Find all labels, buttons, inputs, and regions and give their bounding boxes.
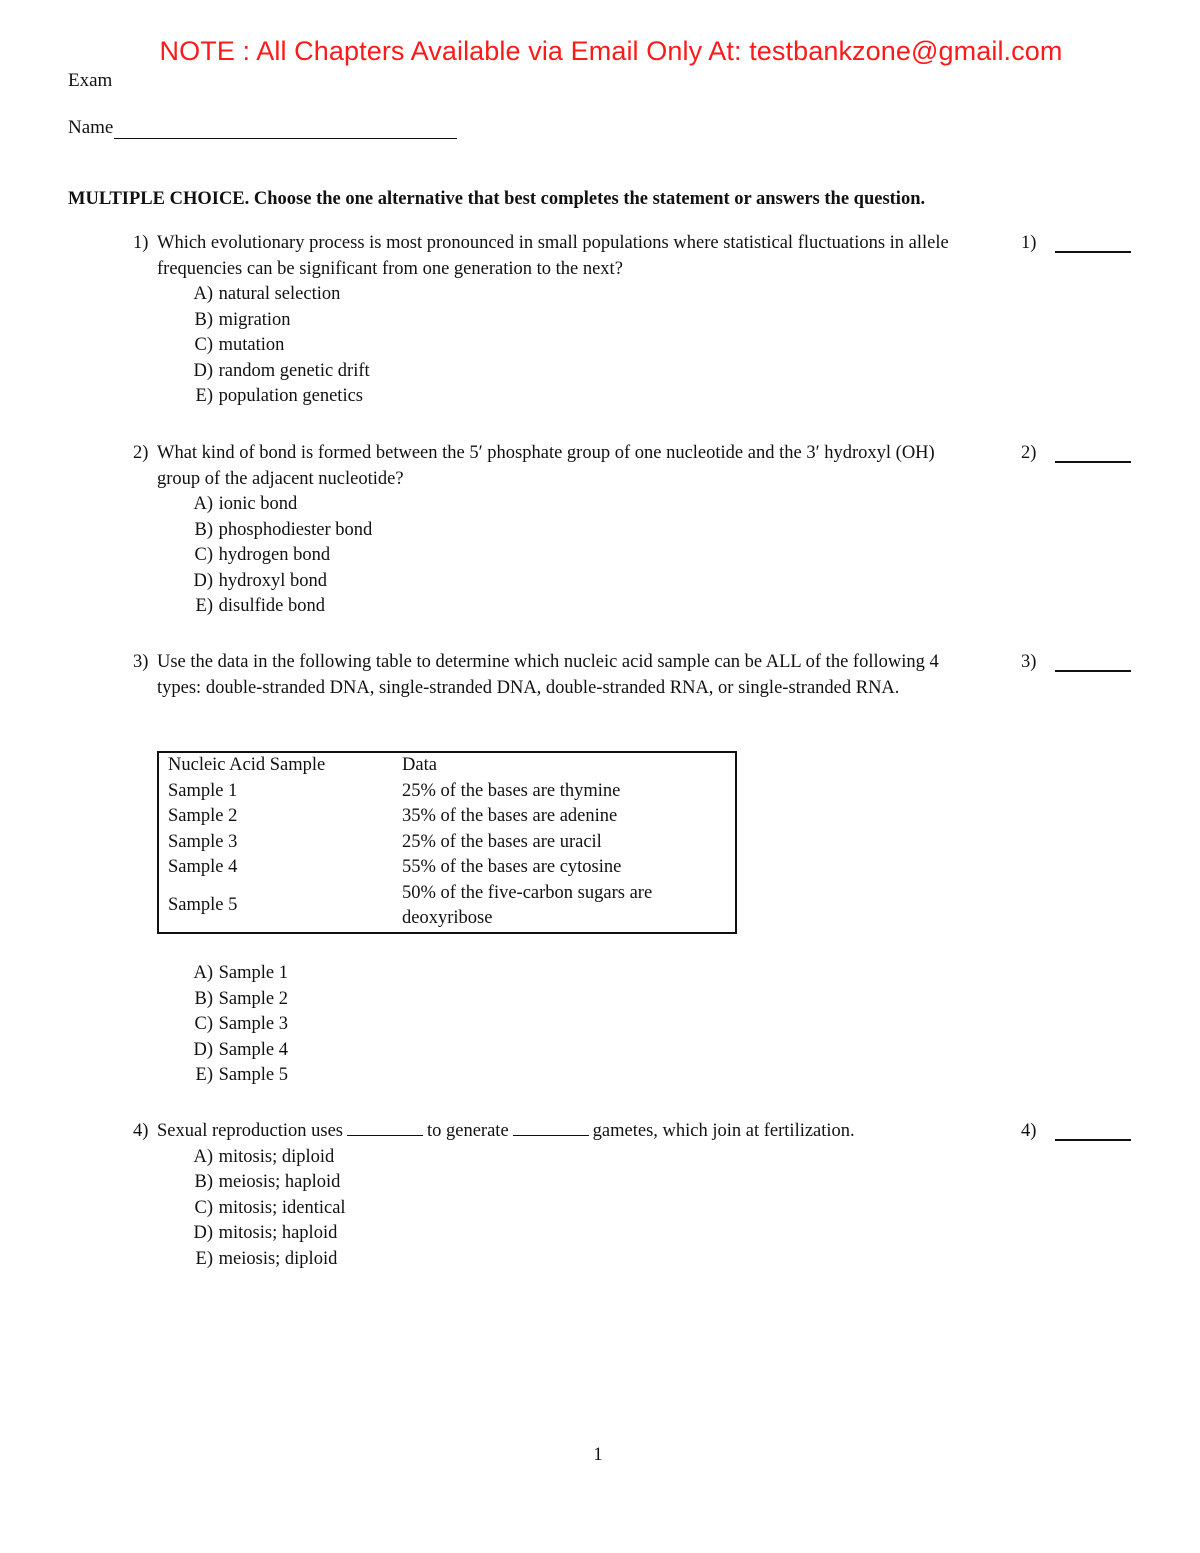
section-instructions: MULTIPLE CHOICE. Choose the one alternative that best completes the statement or answers the question. (68, 189, 926, 209)
question-text: What kind of bond is formed between the 5′ phosphate group of one nucleotide and the 3′ hydroxyl (OH) group of the adjacent nucleotide? (157, 443, 935, 489)
exam-label: Exam (68, 70, 113, 91)
table-cell: Sample 4 (168, 857, 238, 877)
option-d[interactable]: D) random genetic drift (193, 360, 370, 381)
table-cell: Sample 5 (168, 895, 238, 916)
fill-blank (347, 1119, 423, 1136)
table-cell: Sample 3 (168, 831, 238, 852)
options-list (183, 1145, 1133, 1273)
table-cell: 25% of the bases are uracil (402, 831, 602, 852)
question-number: 4) (133, 1121, 149, 1141)
table-row (158, 779, 736, 805)
answer-blank[interactable] (1055, 231, 1131, 253)
option-a[interactable]: A) ionic bond (193, 494, 298, 514)
table-row (158, 804, 736, 830)
option-a[interactable]: A) mitosis; diploid (193, 1146, 335, 1167)
answer-blank[interactable] (1055, 650, 1131, 672)
option-c[interactable]: C) Sample 3 (194, 1014, 288, 1034)
options-list (183, 492, 1133, 620)
table-header: Data (402, 755, 437, 775)
table-cell: 25% of the bases are thymine (402, 780, 621, 801)
table-row (158, 830, 736, 856)
table-cell: Sample 2 (168, 806, 238, 826)
name-label: Name (68, 117, 114, 138)
option-b[interactable]: B) meiosis; haploid (194, 1172, 341, 1192)
option-c[interactable]: C) hydrogen bond (194, 545, 331, 565)
answer-slot (1021, 231, 1131, 257)
table-cell: Sample 1 (168, 780, 238, 801)
question-text: Which evolutionary process is most pronounced in small populations where statistical fluctuations in allele frequencies can be significant from one generation to the next? (157, 233, 949, 279)
question-4 (133, 1119, 1133, 1272)
answer-slot-number: 2) (1021, 443, 1037, 463)
option-d[interactable]: D) mitosis; haploid (193, 1223, 338, 1243)
page-number: 1 (593, 1445, 603, 1465)
option-a[interactable]: A) natural selection (193, 284, 341, 304)
option-a[interactable]: A) Sample 1 (193, 963, 288, 983)
answer-slot (1021, 441, 1131, 467)
option-c[interactable]: C) mutation (194, 335, 285, 355)
answer-blank[interactable] (1055, 1119, 1131, 1141)
option-c[interactable]: C) mitosis; identical (194, 1197, 346, 1218)
question-2 (133, 441, 1133, 620)
fill-blank (513, 1119, 589, 1136)
name-field-row (68, 117, 457, 139)
option-e[interactable]: E) meiosis; diploid (195, 1248, 338, 1269)
answer-slot-number: 4) (1021, 1121, 1037, 1141)
option-d[interactable]: D) hydroxyl bond (193, 570, 328, 591)
option-e[interactable]: E) population genetics (195, 386, 363, 406)
answer-slot (1021, 650, 1131, 676)
table-header-row (158, 752, 736, 779)
question-3-options (133, 961, 1133, 1089)
promo-note: NOTE : All Chapters Available via Email Only At: testbankzone@gmail.com (159, 36, 1063, 66)
question-number: 3) (133, 652, 149, 672)
options-list (183, 282, 1133, 410)
table-cell: 50% of the five-carbon sugars are deoxyribose (402, 882, 653, 928)
question-1 (133, 231, 1133, 410)
question-3 (133, 650, 1133, 701)
table-row (158, 855, 736, 881)
question-number: 2) (133, 443, 149, 463)
table-cell: 35% of the bases are adenine (402, 806, 618, 826)
question-text: Use the data in the following table to determine which nucleic acid sample can be ALL of the following 4 types: double-stranded DNA, single-stranded DNA, double-stranded RNA, or single-stranded RNA. (157, 652, 939, 698)
question-number: 1) (133, 233, 149, 253)
option-e[interactable]: E) Sample 5 (195, 1065, 288, 1085)
answer-blank[interactable] (1055, 441, 1131, 463)
table-header: Nucleic Acid Sample (168, 755, 326, 775)
option-e[interactable]: E) disulfide bond (195, 596, 325, 616)
table-cell: 55% of the bases are cytosine (402, 857, 622, 877)
answer-slot (1021, 1119, 1131, 1145)
option-b[interactable]: B) migration (194, 309, 291, 330)
option-b[interactable]: B) Sample 2 (194, 988, 288, 1009)
answer-slot-number: 3) (1021, 652, 1037, 672)
question-text: Sexual reproduction uses to generate gametes, which join at fertilization. (157, 1121, 855, 1141)
options-list (183, 961, 1133, 1089)
option-b[interactable]: B) phosphodiester bond (194, 519, 373, 540)
answer-slot-number: 1) (1021, 233, 1037, 253)
table-row (158, 881, 736, 933)
name-blank-line[interactable] (114, 120, 457, 139)
option-d[interactable]: D) Sample 4 (193, 1039, 288, 1060)
nucleic-acid-table (157, 751, 737, 934)
